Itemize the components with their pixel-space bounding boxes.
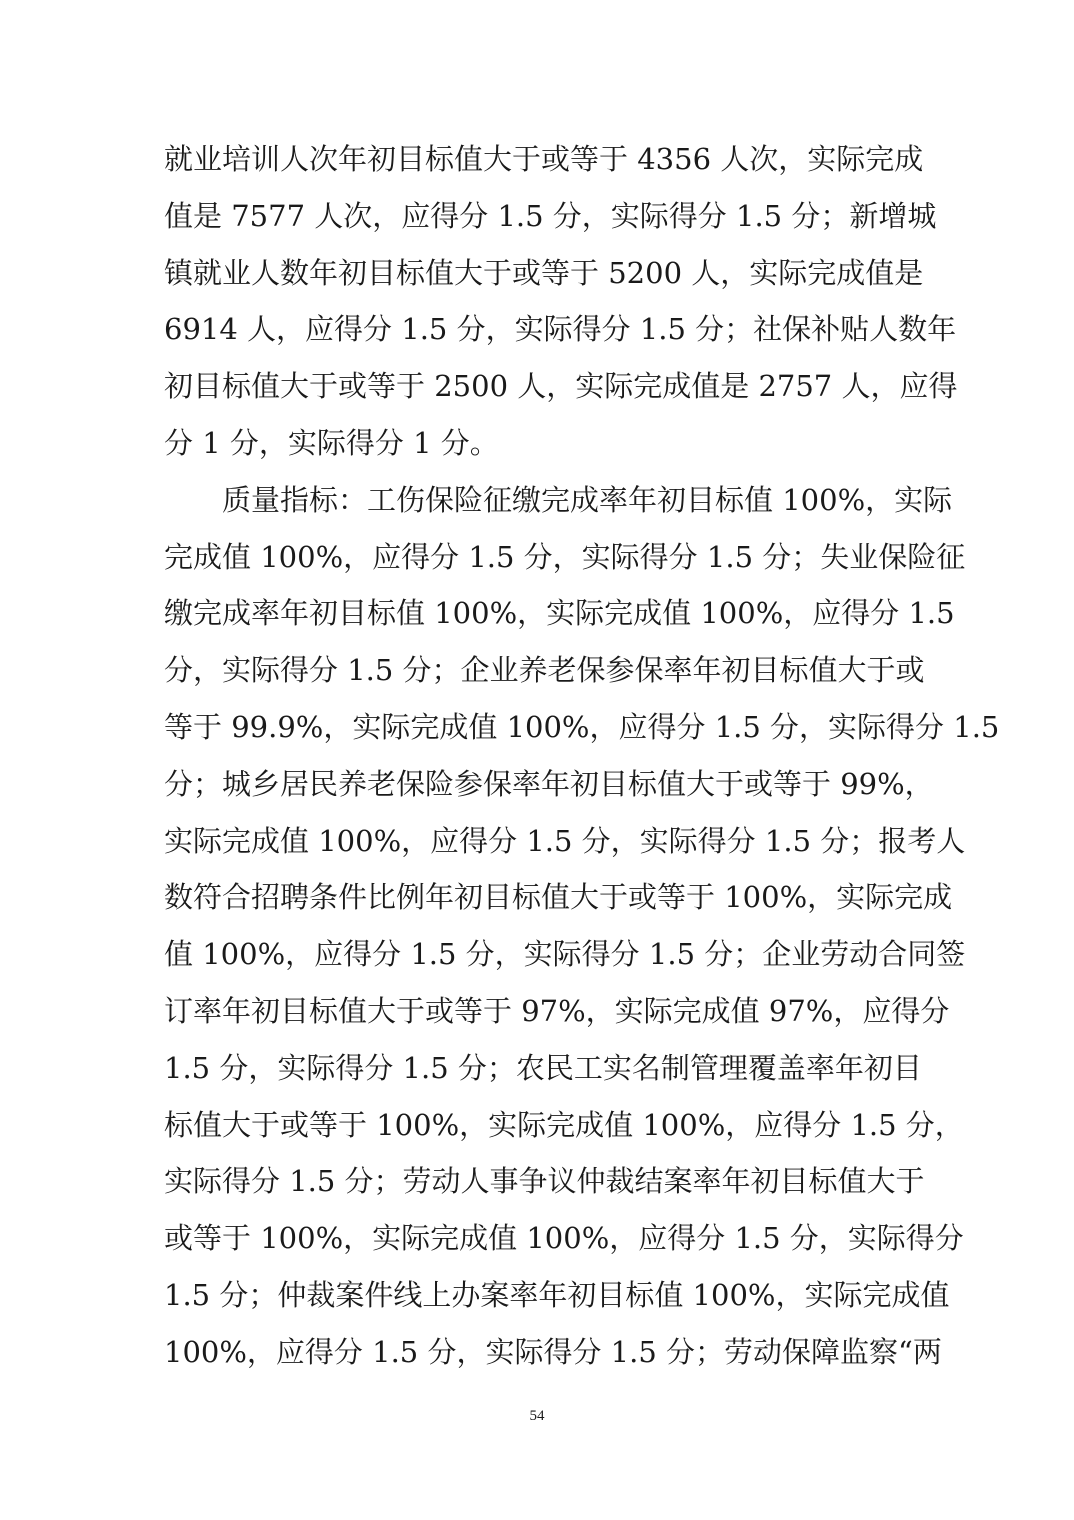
text-line: 质量指标：工伤保险征缴完成率年初目标值 100%，实际 [222, 482, 953, 517]
text-line: 分，实际得分 1.5 分；企业养老保参保率年初目标值大于或 [164, 653, 925, 688]
text-line: 100%，应得分 1.5 分，实际得分 1.5 分；劳动保障监察“两 [164, 1334, 942, 1369]
text-line: 值是 7577 人次，应得分 1.5 分，实际得分 1.5 分；新增城 [164, 198, 937, 233]
text-line: 6914 人，应得分 1.5 分，实际得分 1.5 分；社保补贴人数年 [164, 312, 957, 347]
paragraph-quality-indicators [164, 472, 1000, 1381]
page-number: 54 [529, 1408, 545, 1424]
text-line: 实际完成值 100%，应得分 1.5 分，实际得分 1.5 分；报考人 [164, 823, 966, 858]
text-line: 就业培训人次年初目标值大于或等于 4356 人次，实际完成 [164, 142, 924, 176]
text-line: 分；城乡居民养老保险参保率年初目标值大于或等于 99%， [164, 766, 934, 801]
text-line: 完成值 100%，应得分 1.5 分，实际得分 1.5 分；失业保险征 [164, 539, 966, 574]
text-line: 数符合招聘条件比例年初目标值大于或等于 100%，实际完成 [164, 880, 953, 915]
text-line: 或等于 100%，实际完成值 100%，应得分 1.5 分，实际得分 [164, 1221, 964, 1256]
text-line: 订率年初目标值大于或等于 97%，实际完成值 97%，应得分 [164, 993, 950, 1028]
text-line: 镇就业人数年初目标值大于或等于 5200 人，实际完成值是 [164, 255, 924, 290]
text-line: 初目标值大于或等于 2500 人，实际完成值是 2757 人，应得 [164, 369, 958, 404]
text-line: 标值大于或等于 100%，实际完成值 100%，应得分 1.5 分， [164, 1107, 964, 1142]
body-text [164, 131, 1000, 1381]
text-line: 值 100%，应得分 1.5 分，实际得分 1.5 分；企业劳动合同签 [164, 937, 966, 972]
paragraph-employment-metrics [164, 131, 958, 472]
text-line: 1.5 分；仲裁案件线上办案率年初目标值 100%，实际完成值 [164, 1277, 950, 1312]
text-line: 缴完成率年初目标值 100%，实际完成值 100%，应得分 1.5 [164, 596, 955, 631]
text-line: 等于 99.9%，实际完成值 100%，应得分 1.5 分，实际得分 1.5 [164, 709, 1000, 744]
text-line: 分 1 分，实际得分 1 分。 [164, 425, 499, 460]
text-line: 1.5 分，实际得分 1.5 分；农民工实名制管理覆盖率年初目 [164, 1050, 922, 1085]
text-line: 实际得分 1.5 分；劳动人事争议仲裁结案率年初目标值大于 [164, 1164, 925, 1199]
